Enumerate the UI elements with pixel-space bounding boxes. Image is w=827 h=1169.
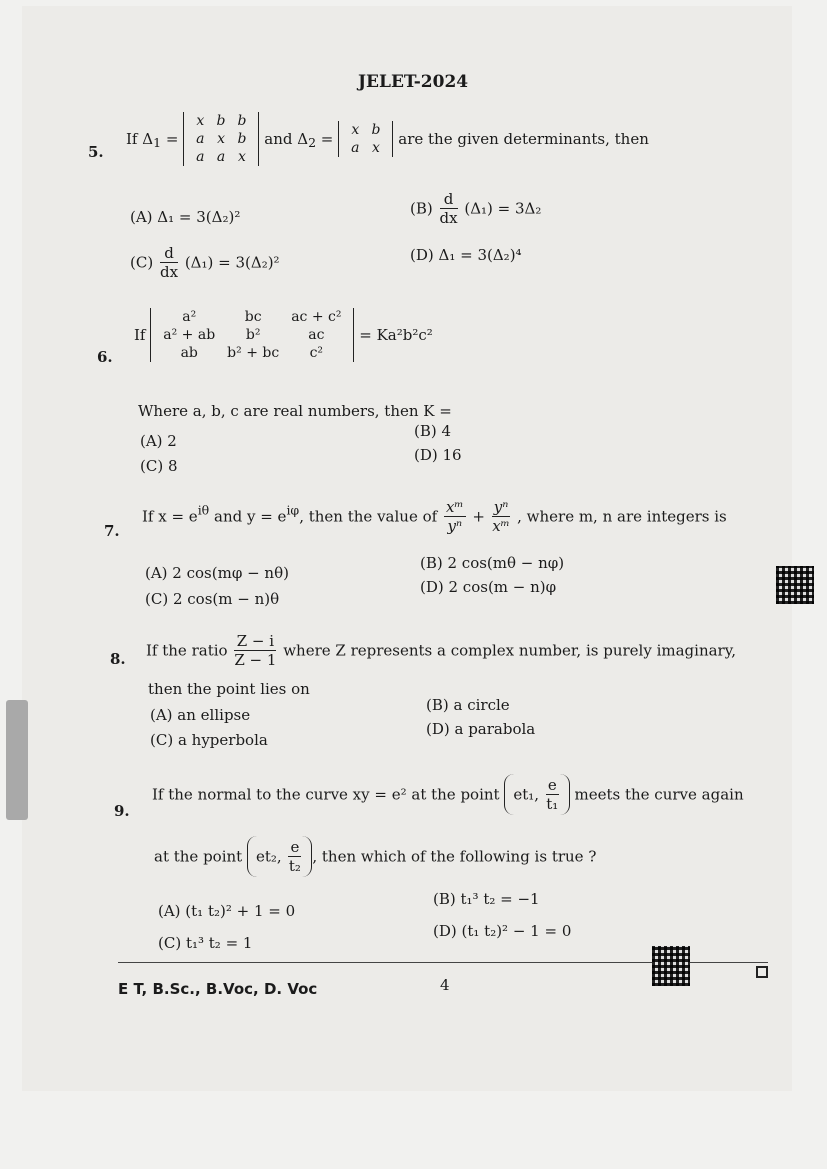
q5-option-a: (A) Δ₁ = 3(Δ₂)² bbox=[130, 208, 241, 226]
binding-strip bbox=[6, 700, 28, 820]
q6-d-cell: b² bbox=[245, 327, 261, 343]
q9-number: 9. bbox=[114, 802, 130, 820]
q5-eq2: = bbox=[320, 130, 334, 148]
q7-f2-num: yⁿ bbox=[493, 498, 509, 516]
q9-p2-num: e bbox=[290, 838, 300, 856]
q7-f2-den: xᵐ bbox=[492, 517, 510, 535]
q5-det1 bbox=[183, 112, 259, 166]
q5-stem bbox=[126, 112, 649, 166]
q6-number: 6. bbox=[97, 348, 113, 366]
q7-plus: + bbox=[472, 507, 485, 526]
q9-p2-den: t₂ bbox=[288, 857, 301, 875]
q7-sup1: iθ bbox=[197, 502, 210, 518]
q8-option-a: (A) an ellipse bbox=[150, 706, 251, 724]
q9-option-d: (D) (t₁ t₂)² − 1 = 0 bbox=[433, 922, 572, 940]
qr-code-side-icon bbox=[776, 566, 814, 604]
q9-p2-a: et₂, bbox=[255, 847, 282, 866]
paper-sheet bbox=[22, 6, 792, 1091]
q9-line2 bbox=[154, 836, 596, 877]
q5-b-den: dx bbox=[439, 209, 458, 227]
q9-p1-a: et₁, bbox=[513, 785, 540, 804]
q5-and: and Δ bbox=[264, 130, 309, 148]
q8-option-d: (D) a parabola bbox=[426, 720, 536, 738]
q5-option-b bbox=[410, 190, 541, 227]
q9-p1-num: e bbox=[547, 776, 557, 794]
q6-d-cell: ac + c² bbox=[291, 309, 342, 325]
q7-f1-den: yⁿ bbox=[447, 517, 463, 535]
q7-option-d: (D) 2 cos(m − n)φ bbox=[420, 578, 557, 596]
q6-stem bbox=[134, 308, 433, 362]
q7-f1-num: xᵐ bbox=[445, 498, 464, 516]
q5-d1-cell: x bbox=[196, 113, 205, 129]
q5-option-d: (D) Δ₁ = 3(Δ₂)⁴ bbox=[410, 246, 522, 264]
q5-d1-cell: a bbox=[196, 149, 205, 165]
q5-d1-cell: a bbox=[216, 149, 226, 165]
q5-d1-cell: x bbox=[238, 149, 246, 165]
q9-line2-pre: at the point bbox=[154, 847, 243, 866]
q6-d-cell: a² + ab bbox=[163, 327, 216, 343]
q9-stem bbox=[152, 774, 744, 815]
q9-option-b: (B) t₁³ t₂ = −1 bbox=[433, 890, 540, 908]
q6-rhs: = Ka²b²c² bbox=[359, 326, 433, 344]
page-number: 4 bbox=[440, 976, 450, 994]
q6-d-cell: c² bbox=[309, 345, 324, 361]
q5-d1-cell: b bbox=[237, 131, 247, 147]
page-title: JELET-2024 bbox=[358, 72, 469, 92]
q5-d2-cell: x bbox=[351, 122, 360, 138]
q5-number: 5. bbox=[88, 143, 104, 161]
q5-d2-cell: b bbox=[371, 122, 381, 138]
q6-pre: If bbox=[134, 326, 146, 344]
q8-pre: If the ratio bbox=[146, 641, 228, 660]
q5-c-den: dx bbox=[159, 263, 179, 281]
q5-b-num: d bbox=[440, 190, 458, 209]
q7-pre: If x = e bbox=[142, 507, 198, 526]
q8-option-c: (C) a hyperbola bbox=[150, 731, 268, 749]
q5-d1-cell: b bbox=[216, 113, 226, 129]
q5-sub2: 2 bbox=[308, 135, 317, 150]
q8-f-den: Z − 1 bbox=[234, 651, 277, 669]
q9-post: meets the curve again bbox=[574, 785, 744, 804]
q6-option-a: (A) 2 bbox=[140, 432, 177, 450]
qr-code-icon bbox=[652, 946, 690, 986]
q6-where: Where a, b, c are real numbers, then K = bbox=[138, 402, 452, 420]
q6-d-cell: ab bbox=[180, 345, 198, 361]
q6-d-cell: a² bbox=[182, 309, 197, 325]
q7-mid: and y = e bbox=[214, 507, 287, 526]
q5-d2-cell: a bbox=[351, 140, 360, 156]
q9-option-a: (A) (t₁ t₂)² + 1 = 0 bbox=[158, 902, 296, 920]
q6-d-cell: ac bbox=[308, 327, 325, 343]
q7-option-a: (A) 2 cos(mφ − nθ) bbox=[145, 564, 289, 582]
q5-post: are the given determinants, then bbox=[398, 130, 649, 148]
q7-stem bbox=[142, 498, 727, 535]
q5-c-num: d bbox=[160, 244, 178, 263]
q7-number: 7. bbox=[104, 522, 120, 540]
q8-line2: then the point lies on bbox=[148, 680, 310, 698]
q6-option-b: (B) 4 bbox=[414, 422, 452, 440]
q8-post: where Z represents a complex number, is purely imaginary, bbox=[283, 641, 736, 660]
q9-option-c: (C) t₁³ t₂ = 1 bbox=[158, 934, 253, 952]
q7-option-b: (B) 2 cos(mθ − nφ) bbox=[420, 554, 565, 572]
q5-option-c bbox=[130, 244, 280, 281]
corner-marker-icon bbox=[756, 966, 768, 978]
q5-d1-cell: b bbox=[237, 113, 247, 129]
q8-number: 8. bbox=[110, 650, 126, 668]
q7-option-c: (C) 2 cos(m − n)θ bbox=[145, 590, 280, 608]
q7-sup2: iφ bbox=[286, 502, 300, 518]
q9-line2-post: , then which of the following is true ? bbox=[312, 847, 597, 866]
q5-d2-cell: x bbox=[372, 140, 380, 156]
q5-d1-cell: a bbox=[196, 131, 205, 147]
q6-option-d: (D) 16 bbox=[414, 446, 462, 464]
q6-d-cell: bc bbox=[244, 309, 262, 325]
q5-b-rest: (Δ₁) = 3Δ₂ bbox=[464, 199, 542, 218]
q5-det2 bbox=[338, 121, 393, 157]
q6-option-c: (C) 8 bbox=[140, 457, 178, 475]
q9-p1-den: t₁ bbox=[546, 795, 559, 813]
q5-c-label: (C) bbox=[130, 253, 154, 272]
q5-pre: If Δ bbox=[126, 130, 154, 148]
q5-b-label: (B) bbox=[410, 199, 433, 218]
q5-sub1: 1 bbox=[153, 135, 162, 150]
q7-mid2: , then the value of bbox=[299, 507, 438, 526]
q8-option-b: (B) a circle bbox=[426, 696, 510, 714]
q5-eq: = bbox=[165, 130, 179, 148]
q5-c-rest: (Δ₁) = 3(Δ₂)² bbox=[184, 253, 280, 272]
q8-stem bbox=[146, 632, 736, 669]
q9-pre: If the normal to the curve xy = e² at the point bbox=[152, 785, 500, 804]
q7-post: , where m, n are integers is bbox=[517, 507, 727, 526]
q6-det bbox=[150, 308, 354, 362]
q5-d1-cell: x bbox=[217, 131, 225, 147]
q6-d-cell: b² + bc bbox=[227, 345, 280, 361]
footer-course: E T, B.Sc., B.Voc, D. Voc bbox=[118, 980, 318, 998]
q8-f-num: Z − i bbox=[234, 632, 276, 651]
